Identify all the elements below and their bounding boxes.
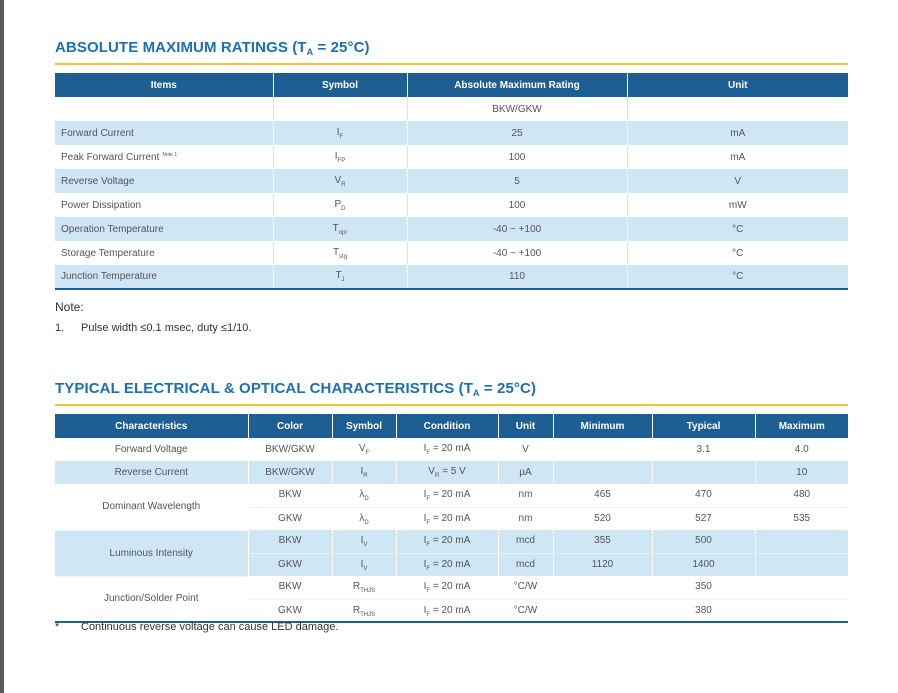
typical-cell: 3.1 [652,438,755,461]
table-row [55,121,848,145]
characteristic-name: Dominant Wavelength [55,484,248,530]
item-cell: Operation Temperature [55,217,273,241]
color-cell: GKW [248,553,332,576]
header-symbol: Symbol [332,414,396,438]
unit-cell: mcd [498,530,553,553]
characteristics-table [55,414,848,623]
minimum-cell [553,461,652,484]
item-cell: Storage Temperature [55,241,273,265]
condition-cell: $I_F = 20$ mA [396,553,498,576]
condition-cell: $I_F = 20$ mA [396,599,498,622]
unit-cell: mW [627,193,848,217]
table-row [55,461,848,484]
typical-cell [652,461,755,484]
note-ref: Note 1 [162,151,178,158]
characteristic-name: Forward Voltage [55,438,248,461]
symbol-cell: $V_F$ [332,438,396,461]
typical-cell: 1400 [652,553,755,576]
condition-cell: $I_F = 20$ mA [396,530,498,553]
unit-cell: °C [627,265,848,289]
table-row [55,438,848,461]
symbol-cell: $I_V$ [332,553,396,576]
typical-cell: 470 [652,484,755,507]
table-row [55,169,848,193]
header-characteristics: Characteristics [55,414,248,438]
unit-cell: °C [627,241,848,265]
symbol-cell: $T_{opr}$ [273,217,407,241]
header-items: Items [55,73,273,97]
symbol-cell: $I_R$ [332,461,396,484]
characteristic-name: Reverse Current [55,461,248,484]
maximum-cell [755,553,848,576]
unit-cell: µA [498,461,553,484]
header-minimum: Minimum [553,414,652,438]
rating-cell: 25 [407,121,627,145]
characteristic-name: Luminous Intensity [55,530,248,576]
unit-cell: nm [498,507,553,530]
maximum-cell: 10 [755,461,848,484]
minimum-cell: 465 [553,484,652,507]
unit-cell: °C/W [498,599,553,622]
condition-cell: $I_F = 20$ mA [396,484,498,507]
table-header-row [55,414,848,438]
maximum-cell [755,576,848,599]
maximum-cell [755,530,848,553]
header-typical: Typical [652,414,755,438]
item-cell: Forward Current [55,121,273,145]
item-cell: Power Dissipation [55,193,273,217]
color-cell: GKW [248,599,332,622]
condition-cell: $I_F = 20$ mA [396,507,498,530]
table-row [55,530,848,553]
minimum-cell: 355 [553,530,652,553]
rating-cell: -40 ~ +100 [407,217,627,241]
rating-cell: 100 [407,193,627,217]
item-cell: Junction Temperature [55,265,273,289]
unit-cell: mcd [498,553,553,576]
color-cell: BKW [248,530,332,553]
note-heading: Note: [55,300,84,314]
header-rating: Absolute Maximum Rating [407,73,627,97]
model-label: BKW/GKW [407,97,627,121]
symbol-cell: $T_{stg}$ [273,241,407,265]
unit-cell: V [498,438,553,461]
rating-cell: 5 [407,169,627,193]
header-condition: Condition [396,414,498,438]
unit-cell: nm [498,484,553,507]
symbol-cell: $I_F$ [273,121,407,145]
rating-cell: 110 [407,265,627,289]
maximum-cell: 535 [755,507,848,530]
symbol-cell: $V_R$ [273,169,407,193]
page-edge-bar [0,0,4,693]
condition-cell: $V_R = 5$ V [396,461,498,484]
color-cell: GKW [248,507,332,530]
table-header-row [55,73,848,97]
minimum-cell: 1120 [553,553,652,576]
header-symbol: Symbol [273,73,407,97]
color-cell: BKW/GKW [248,438,332,461]
section-title-absolute-max: ABSOLUTE MAXIMUM RATINGS $(T_A = 25^\circ C)$ [55,39,370,57]
symbol-cell: $T_J$ [273,265,407,289]
condition-cell: $I_F = 20$ mA [396,438,498,461]
minimum-cell: 520 [553,507,652,530]
footnote: * Continuous reverse voltage can cause LED damage. [55,621,339,633]
color-cell: BKW/GKW [248,461,332,484]
header-unit: Unit [627,73,848,97]
table-row [55,145,848,169]
color-cell: BKW [248,484,332,507]
header-unit: Unit [498,414,553,438]
maximum-cell: 480 [755,484,848,507]
table-row [55,484,848,507]
unit-cell: °C [627,217,848,241]
unit-cell: °C/W [498,576,553,599]
symbol-cell: $\lambda_D$ [332,507,396,530]
characteristic-name: Junction/Solder Point [55,576,248,622]
item-cell: Reverse Voltage [55,169,273,193]
table-row [55,217,848,241]
typical-cell: 350 [652,576,755,599]
typical-cell: 500 [652,530,755,553]
minimum-cell [553,438,652,461]
unit-cell: mA [627,145,848,169]
table-row [55,265,848,289]
section-title-characteristics: TYPICAL ELECTRICAL & OPTICAL CHARACTERISTICS $(T_A = 25^\circ C)$ [55,380,537,398]
symbol-cell: $R_{THJS}$ [332,599,396,622]
symbol-cell: $P_D$ [273,193,407,217]
model-row [55,97,848,121]
minimum-cell [553,576,652,599]
typical-cell: 527 [652,507,755,530]
maximum-cell: 4.0 [755,438,848,461]
table-row [55,241,848,265]
note-item: 1. Pulse width ≤0.1 msec, duty ≤1/10. [55,322,252,334]
table-row [55,193,848,217]
symbol-cell: $I_{FP}$ [273,145,407,169]
unit-cell: V [627,169,848,193]
typical-cell: 380 [652,599,755,622]
unit-cell: mA [627,121,848,145]
item-cell: Peak Forward Current $^{Note 1}$ [55,145,273,169]
header-maximum: Maximum [755,414,848,438]
symbol-cell: $\lambda_D$ [332,484,396,507]
rating-cell: -40 ~ +100 [407,241,627,265]
symbol-cell: $I_V$ [332,530,396,553]
rating-cell: 100 [407,145,627,169]
header-color: Color [248,414,332,438]
section-rule [55,404,848,406]
symbol-cell: $R_{THJS}$ [332,576,396,599]
maximum-cell [755,599,848,622]
absolute-max-table [55,73,848,290]
color-cell: BKW [248,576,332,599]
condition-cell: $I_F = 20$ mA [396,576,498,599]
minimum-cell [553,599,652,622]
table-row [55,576,848,599]
section-rule [55,63,848,65]
